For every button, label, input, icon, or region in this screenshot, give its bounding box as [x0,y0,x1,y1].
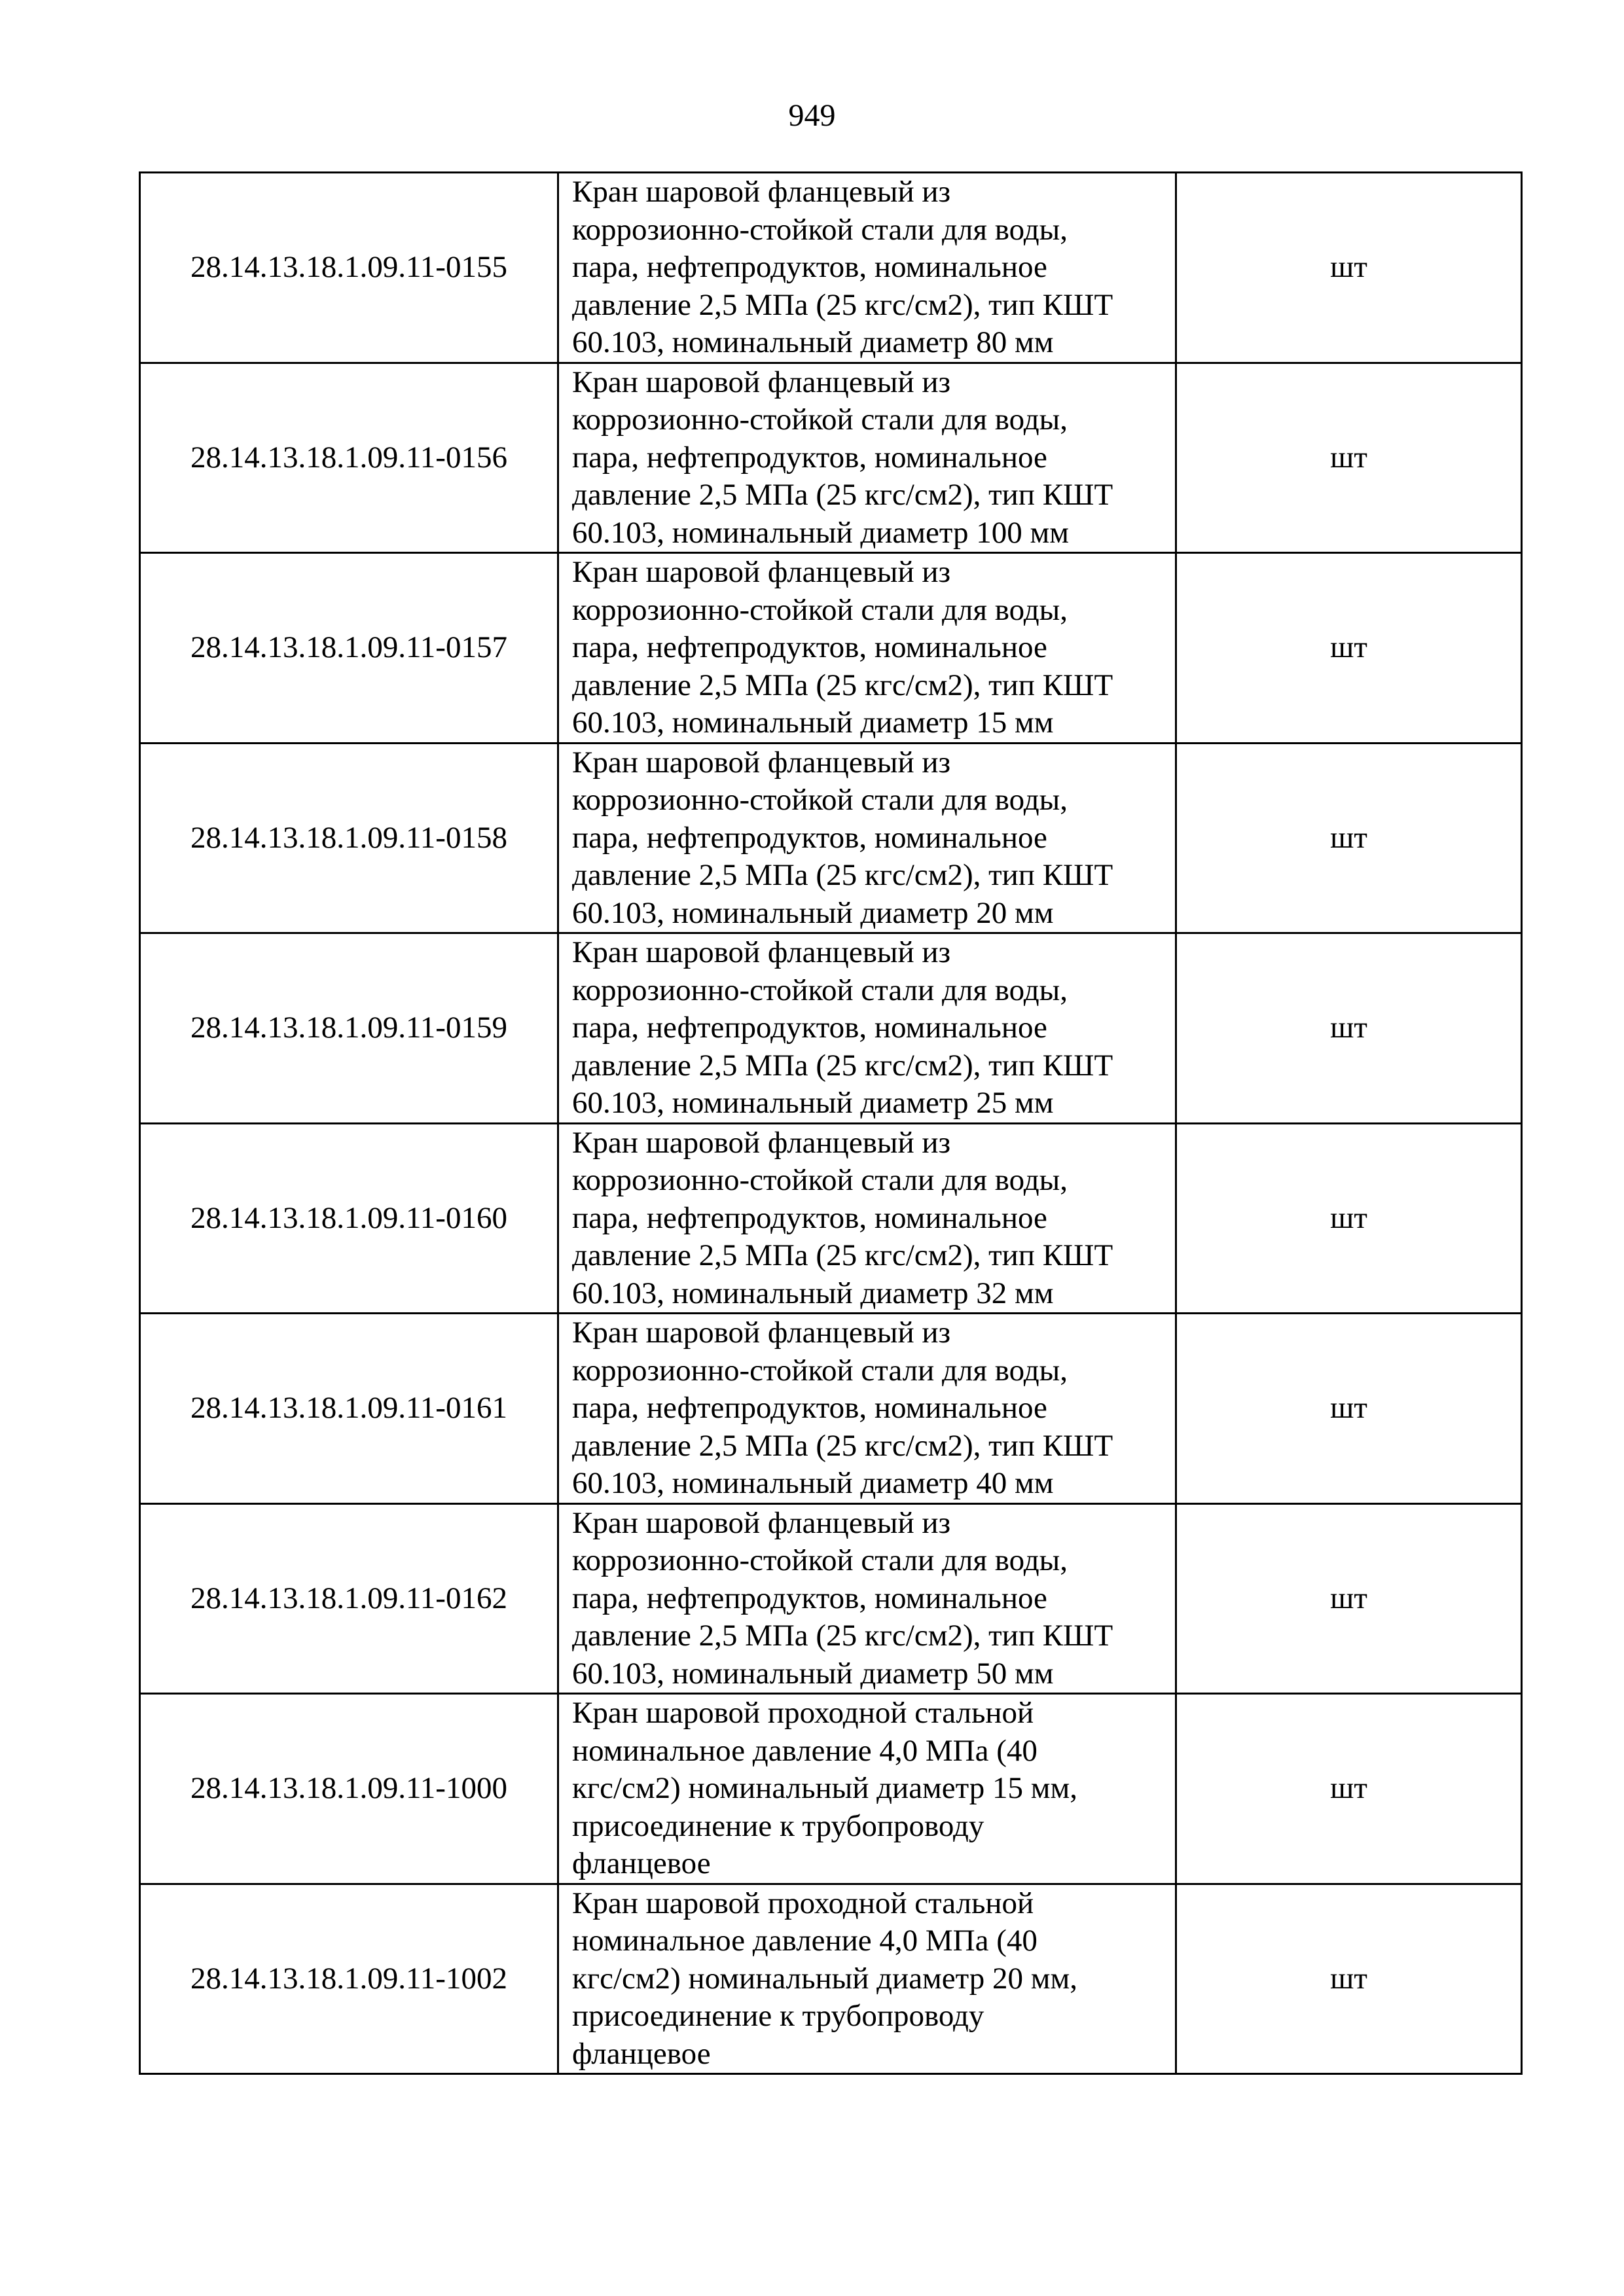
description-line: коррозионно-стойкой стали для воды, [572,403,1068,437]
item-code: 28.14.13.18.1.09.11-1002 [140,1884,558,2074]
description-line: давление 2,5 МПа (25 кгс/см2), тип КШТ [572,858,1113,892]
item-unit: шт [1176,1123,1522,1314]
description-line: Кран шаровой фланцевый из [572,935,951,969]
description-line: коррозионно-стойкой стали для воды, [572,973,1068,1007]
description-line: коррозионно-стойкой стали для воды, [572,1543,1068,1577]
item-unit: шт [1176,553,1522,744]
description-line: Кран шаровой фланцевый из [572,1316,951,1350]
description-line: 60.103, номинальный диаметр 80 мм [572,325,1054,359]
description-line: Кран шаровой фланцевый из [572,175,951,209]
item-unit: шт [1176,1694,1522,1884]
description-line: давление 2,5 МПа (25 кгс/см2), тип КШТ [572,1048,1113,1083]
description-line: пара, нефтепродуктов, номинальное [572,820,1047,855]
description-line: 60.103, номинальный диаметр 40 мм [572,1466,1054,1500]
description-line: давление 2,5 МПа (25 кгс/см2), тип КШТ [572,478,1113,512]
table-row [140,1503,1522,1694]
table-row [140,553,1522,744]
description-line: Кран шаровой проходной стальной [572,1886,1034,1920]
description-line: пара, нефтепродуктов, номинальное [572,1200,1047,1235]
description-line: Кран шаровой фланцевый из [572,745,951,780]
item-unit: шт [1176,933,1522,1124]
item-code: 28.14.13.18.1.09.11-0158 [140,743,558,933]
item-unit: шт [1176,1503,1522,1694]
description-line: присоединение к трубопроводу [572,1999,984,2033]
item-description [558,173,1176,363]
description-line: 60.103, номинальный диаметр 20 мм [572,895,1054,930]
description-line: 60.103, номинальный диаметр 32 мм [572,1276,1054,1310]
description-line: Кран шаровой фланцевый из [572,365,951,399]
item-description [558,1314,1176,1504]
item-unit: шт [1176,363,1522,553]
table-body [140,173,1522,2074]
description-line: давление 2,5 МПа (25 кгс/см2), тип КШТ [572,1619,1113,1653]
description-line: Кран шаровой проходной стальной [572,1696,1034,1730]
description-line: давление 2,5 МПа (25 кгс/см2), тип КШТ [572,1238,1113,1272]
description-line: коррозионно-стойкой стали для воды, [572,1163,1068,1197]
description-line: номинальное давление 4,0 МПа (40 [572,1924,1038,1958]
table-row [140,363,1522,553]
description-line: коррозионно-стойкой стали для воды, [572,212,1068,247]
item-description [558,1884,1176,2074]
table-row [140,173,1522,363]
item-unit: шт [1176,173,1522,363]
description-line: коррозионно-стойкой стали для воды, [572,1353,1068,1388]
item-description [558,1694,1176,1884]
description-line: пара, нефтепродуктов, номинальное [572,440,1047,475]
item-description [558,1123,1176,1314]
item-code: 28.14.13.18.1.09.11-0156 [140,363,558,553]
item-code: 28.14.13.18.1.09.11-0157 [140,553,558,744]
table-row [140,1123,1522,1314]
description-line: давление 2,5 МПа (25 кгс/см2), тип КШТ [572,668,1113,702]
description-line: 60.103, номинальный диаметр 50 мм [572,1656,1054,1691]
description-line: пара, нефтепродуктов, номинальное [572,250,1047,284]
table-row [140,743,1522,933]
description-line: давление 2,5 МПа (25 кгс/см2), тип КШТ [572,1428,1113,1463]
description-line: Кран шаровой фланцевый из [572,555,951,589]
description-line: 60.103, номинальный диаметр 100 мм [572,515,1069,550]
description-line: кгс/см2) номинальный диаметр 15 мм, [572,1771,1078,1805]
items-table [139,171,1523,2075]
item-unit: шт [1176,1884,1522,2074]
description-line: фланцевое [572,2036,711,2071]
description-line: пара, нефтепродуктов, номинальное [572,1581,1047,1615]
description-line: номинальное давление 4,0 МПа (40 [572,1733,1038,1768]
item-code: 28.14.13.18.1.09.11-0162 [140,1503,558,1694]
item-description [558,363,1176,553]
table-row [140,933,1522,1124]
table-row [140,1884,1522,2074]
description-line: пара, нефтепродуктов, номинальное [572,630,1047,664]
item-description [558,1503,1176,1694]
description-line: коррозионно-стойкой стали для воды, [572,783,1068,817]
item-code: 28.14.13.18.1.09.11-1000 [140,1694,558,1884]
table-row [140,1694,1522,1884]
description-line: Кран шаровой фланцевый из [572,1125,951,1160]
item-unit: шт [1176,1314,1522,1504]
description-line: 60.103, номинальный диаметр 15 мм [572,706,1054,740]
description-line: пара, нефтепродуктов, номинальное [572,1011,1047,1045]
item-unit: шт [1176,743,1522,933]
item-description [558,743,1176,933]
description-line: 60.103, номинальный диаметр 25 мм [572,1086,1054,1120]
table-row [140,1314,1522,1504]
item-code: 28.14.13.18.1.09.11-0161 [140,1314,558,1504]
description-line: присоединение к трубопроводу [572,1808,984,1843]
description-line: коррозионно-стойкой стали для воды, [572,592,1068,627]
description-line: давление 2,5 МПа (25 кгс/см2), тип КШТ [572,287,1113,322]
item-code: 28.14.13.18.1.09.11-0160 [140,1123,558,1314]
description-line: кгс/см2) номинальный диаметр 20 мм, [572,1961,1078,1996]
description-line: пара, нефтепродуктов, номинальное [572,1391,1047,1425]
page-number: 949 [788,98,836,133]
item-code: 28.14.13.18.1.09.11-0159 [140,933,558,1124]
item-description [558,933,1176,1124]
description-line: фланцевое [572,1846,711,1880]
item-code: 28.14.13.18.1.09.11-0155 [140,173,558,363]
description-line: Кран шаровой фланцевый из [572,1505,951,1540]
item-description [558,553,1176,744]
